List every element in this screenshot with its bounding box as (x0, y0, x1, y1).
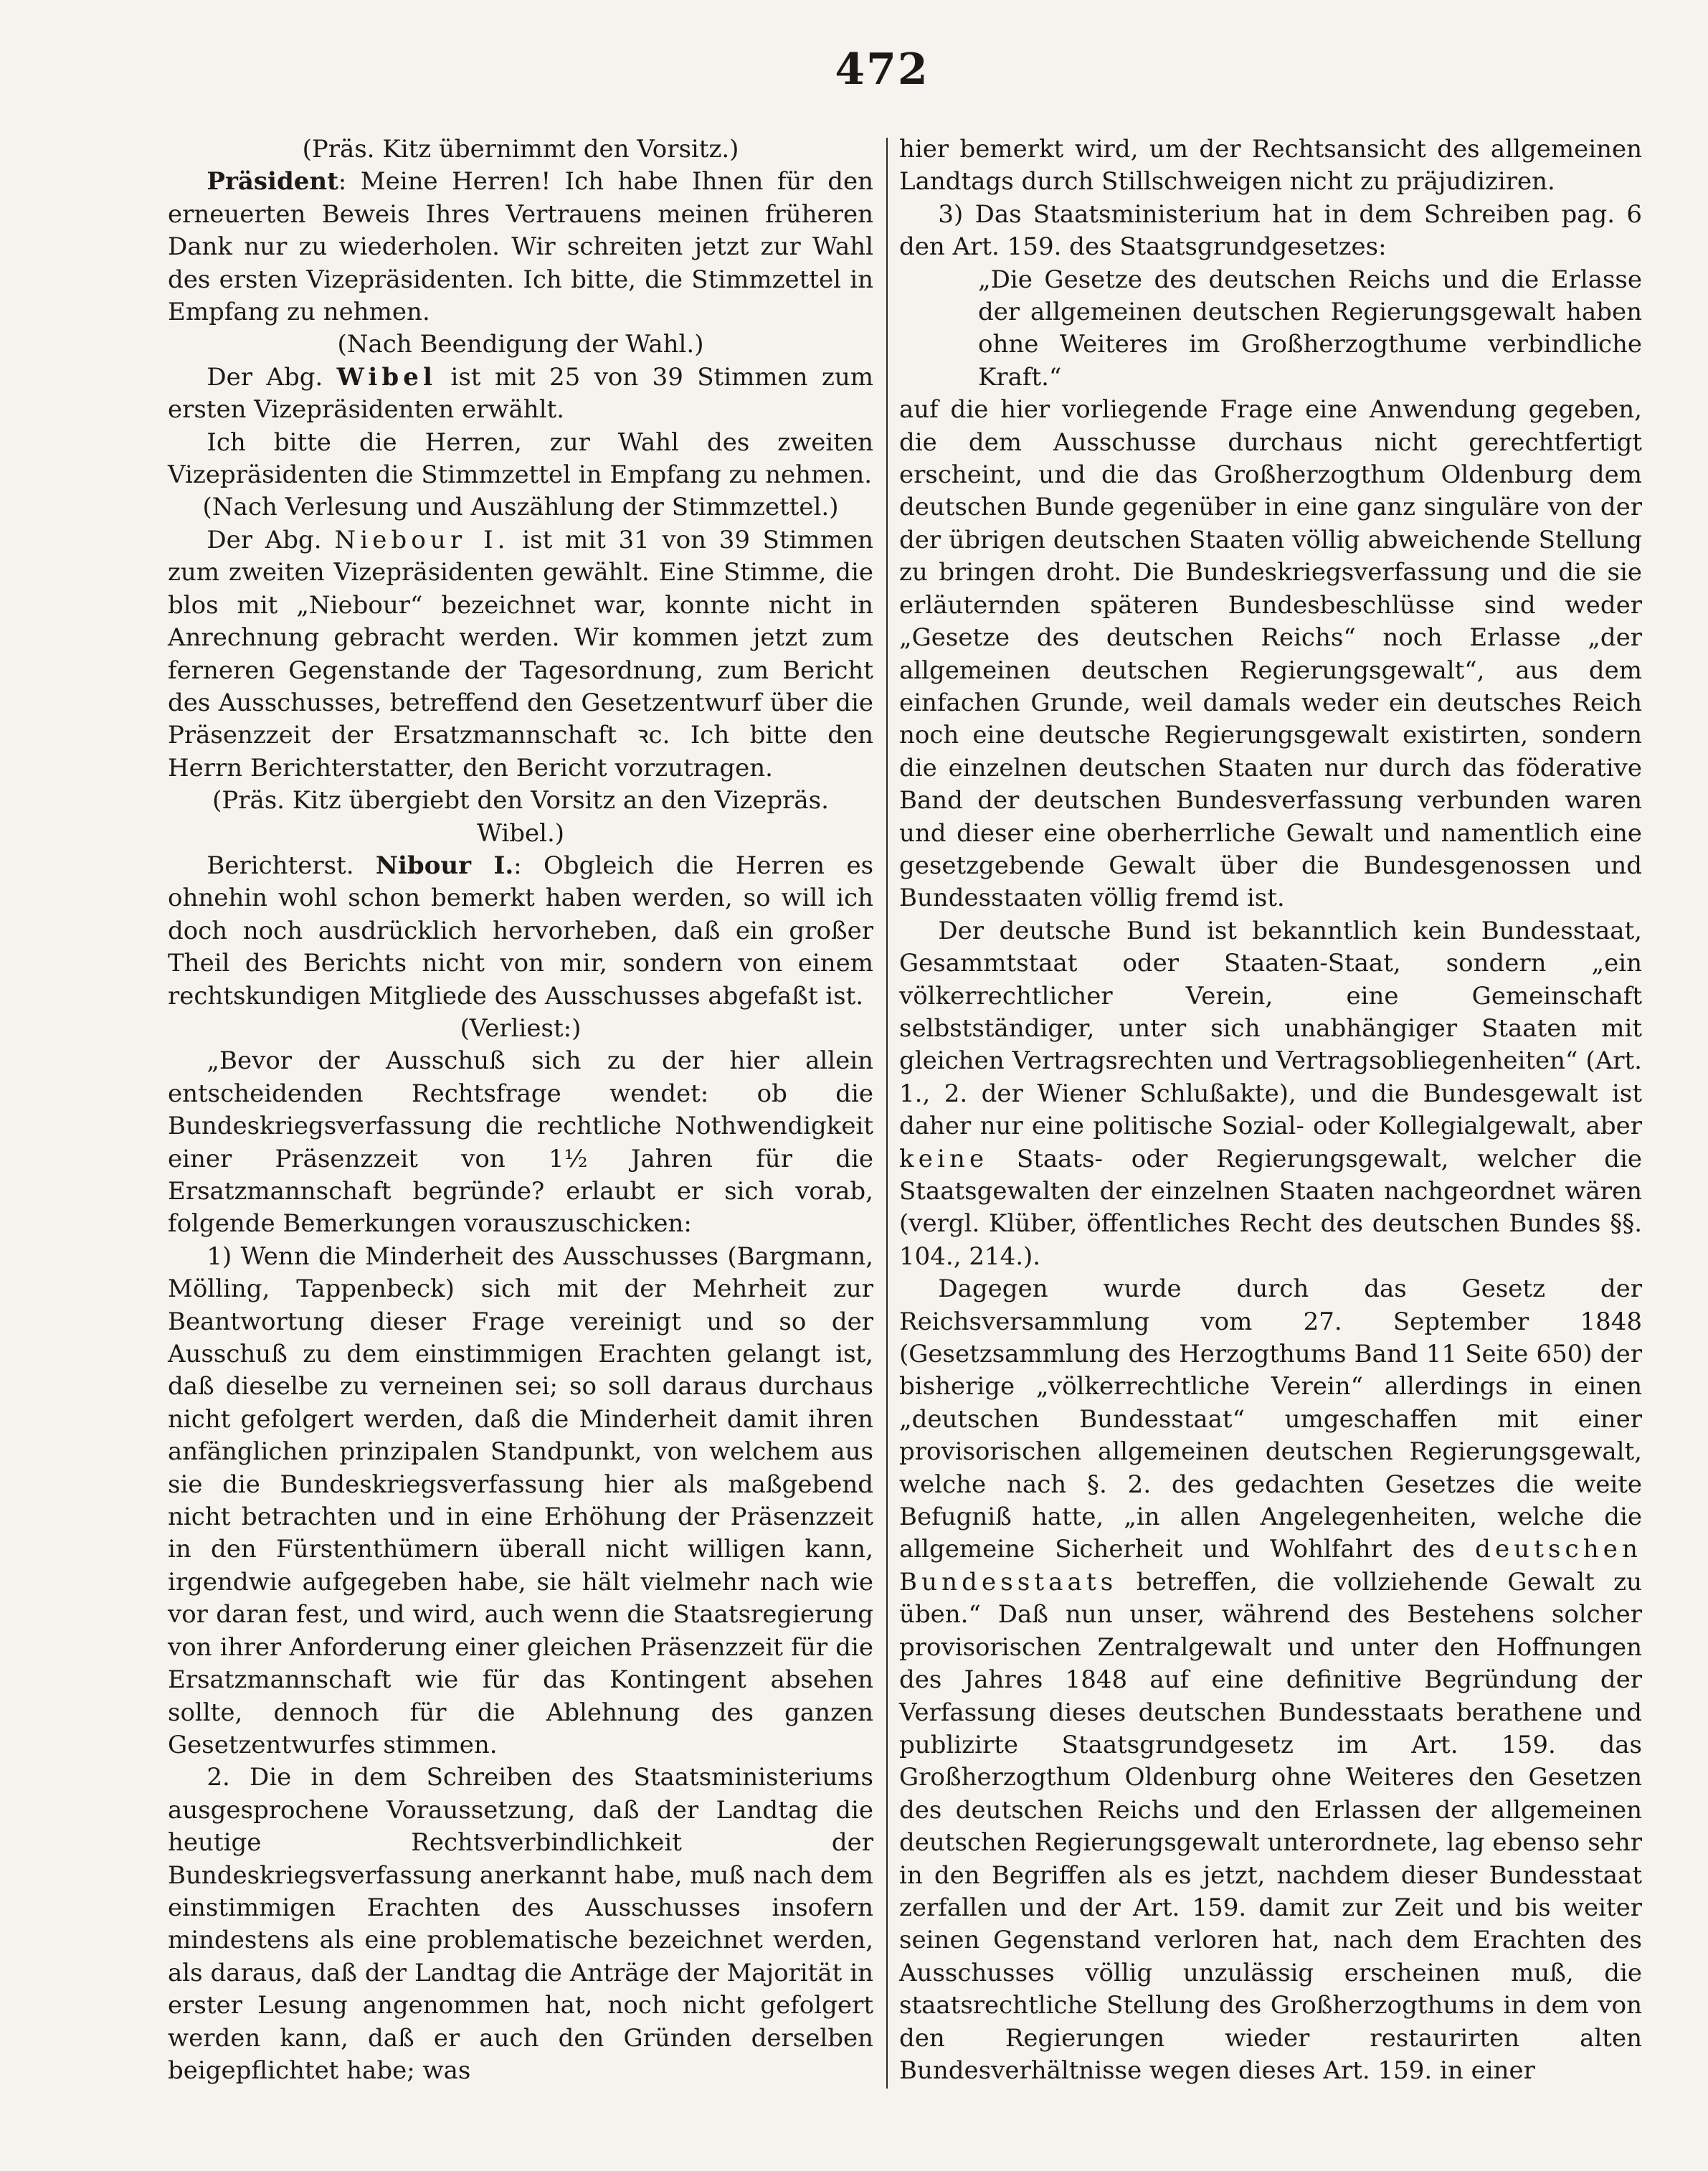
paragraph-text: Staats- oder Regierungsgewalt, welcher die Staatsgewalten der einzelnen Staaten nachgeordnet wären (vergl. Klüber, öffentliches Recht des deutschen Bundes §§. 104., 214.). (899, 1144, 1642, 1271)
stage-direction: (Nach Beendigung der Wahl.) (337, 330, 704, 359)
delegate-name: Niebour I. (334, 525, 510, 554)
page-number: 472 (835, 44, 929, 95)
paragraph: 1) Wenn die Minderheit des Ausschusses (Bargmann, Mölling, Tappenbeck) sich mit der Mehrheit zur Beantwortung dieser Frage vereinigt und so der Ausschuß zu dem einstimmigen Erachten gelangt ist, daß dieselbe zu verneinen sei; so soll daraus durchaus nicht gefolgert werden, daß die Minderheit damit ihren anfänglichen prinzipalen Standpunkt, von welchem aus sie die Bundeskriegsverfassung hier als maßgebend nicht betrachten und in eine Erhöhung der Präsenzzeit in den Fürstenthümern überall nicht willigen kann, irgendwie aufgegeben habe, sie hält vielmehr nach wie vor daran fest, und wird, auch wenn die Staatsregierung von ihrer Anforderung einer gleichen Präsenzzeit für die Ersatzmannschaft wie für das Kontingent absehen sollte, dennoch für die Ablehnung des ganzen Gesetzentwurfes stimmen. (168, 1241, 873, 1759)
paragraph-text: ist mit 31 von 39 Stimmen zum zweiten Vizepräsidenten gewählt. Eine Stimme, die blos mit „Niebour“ bezeichnet war, konnte nicht in Anrechnung gebracht werden. Wir kommen jetzt zum ferneren Gegenstande der Tagesordnung, zum Bericht des Ausschusses, betreffend den Gesetzentwurf über die Präsenzzeit der Ersatzmannschaft ꝛc. Ich bitte den Herrn Berichterstatter, den Bericht vorzutragen. (168, 525, 874, 782)
paragraph-prefix: Der Abg. (207, 362, 337, 392)
emphasis-text: keine (899, 1144, 989, 1173)
left-column (168, 133, 873, 2087)
stage-direction: (Präs. Kitz übernimmt den Vorsitz.) (302, 135, 739, 164)
paragraph: „Bevor der Ausschuß sich zu der hier allein entscheidenden Rechtsfrage wendet: ob die Bundeskriegsverfassung die rechtliche Nothwendigkeit einer Präsenzzeit von 1½ Jahren für die Ersatzmannschaft begründe? erlaubt er sich vorab, folgende Bemerkungen vorauszuschicken: (168, 1046, 873, 1239)
quotation: „Die Gesetze des deutschen Reichs und die Erlasse der allgemeinen deutschen Regierungsgewalt haben ohne Weiteres im Großherzogthume verbindliche Kraft.“ (978, 265, 1642, 392)
stage-direction: (Nach Verlesung und Auszählung der Stimmzettel.) (202, 493, 839, 522)
paragraph-prefix: Der Abg. (207, 525, 335, 554)
paragraph (168, 361, 873, 427)
paragraph-text: ist mit 25 von 39 Stimmen zum ersten Vizepräsidenten erwählt. (168, 362, 873, 425)
paragraph: hier bemerkt wird, um der Rechtsansicht des allgemeinen Landtags durch Stillschweigen nicht zu präjudiziren. (899, 135, 1642, 197)
paragraph: 3) Das Staatsministerium hat in dem Schreiben pag. 6 den Art. 159. des Staatsgrundgesetzes: (899, 199, 1642, 262)
paragraph-prefix: Berichterst. (207, 851, 376, 880)
paragraph: Ich bitte die Herren, zur Wahl des zweiten Vizepräsidenten die Stimmzettel in Empfang zu nehmen. (168, 427, 873, 490)
speaker-name: Nibour I. (375, 851, 514, 880)
right-column (899, 133, 1642, 2087)
emphasis-text: deutschen Bundesstaats (899, 1535, 1642, 1597)
paragraph-text: Der deutsche Bund ist bekanntlich kein Bundesstaat, Gesammtstaat oder Staaten-Staat, sondern „ein völkerrechtlicher Verein, eine Gemeinschaft selbstständiger, unter sich unabhängiger Staaten mit gleichen Vertragsrechten und Vertragsobliegenheiten“ (Art. 1., 2. der Wiener Schlußakte), und die Bundesgewalt ist daher nur eine politische Sozial- oder Kollegialgewalt, aber (899, 916, 1642, 1141)
paragraph-text: : Obgleich die Herren es ohnehin wohl schon bemerkt haben werden, so will ich doch noch ausdrücklich hervorheben, daß ein großer Theil des Berichts nicht von mir, sondern von einem rechtskundigen Mitgliede des Ausschusses abgefaßt ist. (168, 851, 874, 1011)
column-divider (886, 138, 888, 2089)
paragraph (899, 1273, 1642, 2087)
paragraph-text: : Meine Herren! Ich habe Ihnen für den erneuerten Beweis Ihres Vertrauens meinen früheren Dank nur zu wiederholen. Wir schreiten jetzt zur Wahl des ersten Vizepräsidenten. Ich bitte, die Stimmzettel in Empfang zu nehmen. (168, 167, 873, 327)
paragraph-text: Dagegen wurde durch das Gesetz der Reichsversammlung vom 27. September 1848 (Gesetzsammlung des Herzogthums Band 11 Seite 650) der bisherige „völkerrechtliche Verein“ allerdings in einen „deutschen Bundesstaat“ umgeschaffen mit einer provisorischen allgemeinen deutschen Regierungsgewalt, welche nach §. 2. des gedachten Gesetzes die weite Befugniß hatte, „in allen Angelegenheiten, welche die allgemeine Sicherheit und Wohlfahrt des (899, 1274, 1642, 1564)
paragraph (899, 915, 1642, 1273)
stage-direction: (Präs. Kitz übergiebt den Vorsitz an den Vizepräs. Wibel.) (212, 786, 829, 848)
paragraph-text: betreffen, die vollziehende Gewalt zu üben.“ Daß nun unser, während des Bestehens solcher provisorischen Zentralgewalt und unter den Hoffnungen des Jahres 1848 auf eine definitive Begründung der Verfassung dieses deutschen Bundesstaats berathene und publizirte Staatsgrundgesetz im Art. 159. das Großherzogthum Oldenburg ohne Weiteres den Gesetzen des deutschen Reichs und den Erlassen der allgemeinen deutschen Regierungsgewalt unterordnete, lag ebenso sehr in den Begriffen als es jetzt, nachdem dieser Bundesstaat zerfallen und der Art. 159. damit zur Zeit und bis weiter seinen Gegenstand verloren hat, nach dem Erachten des Ausschusses völlig unzulässig erscheinen muß, die staatsrechtliche Stellung des Großherzogthums in dem von den Regierungen wieder restaurirten alten Bundesverhältnisse wegen dieses Art. 159. in einer (899, 1567, 1642, 2085)
paragraph: 2. Die in dem Schreiben des Staatsministeriums ausgesprochene Voraussetzung, daß der Landtag die heutige Rechtsverbindlichkeit der Bundeskriegsverfassung anerkannt habe, muß nach dem einstimmigen Erachten des Ausschusses insofern mindestens als eine problematische bezeichnet werden, als daraus, daß der Landtag die Anträge der Majorität in erster Lesung angenommen hat, noch nicht gefolgert werden kann, daß er auch den Gründen derselben beigepflichtet habe; was (168, 1763, 873, 2085)
paragraph (168, 166, 873, 328)
paragraph (168, 850, 873, 1013)
speaker-name: Präsident (207, 167, 338, 197)
paragraph: auf die hier vorliegende Frage eine Anwendung gegeben, die dem Ausschusse durchaus nicht gerechtfertigt erscheint, und die das Großherzogthum Oldenburg dem deutschen Bunde gegenüber in eine ganz singuläre von der der übrigen deutschen Staaten völlig abweichende Stellung zu bringen droht. Die Bundeskriegsverfassung und die sie erläuternden späteren Bundesbeschlüsse sind weder „Gesetze des deutschen Reichs“ noch Erlasse „der allgemeinen deutschen Regierungsgewalt“, aus dem einfachen Grunde, weil damals weder ein deutsches Reich noch eine deutsche Regierungsgewalt existirten, sondern die einzelnen deutschen Staaten nur durch das föderative Band der deutschen Bundesverfassung verbunden waren und dieser eine oberherrliche Gewalt und namentlich eine gesetzgebende Gewalt über die Bundesgenossen und Bundesstaaten völlig fremd ist. (899, 395, 1642, 913)
stage-direction: (Verliest:) (460, 1013, 582, 1043)
delegate-name: Wibel (336, 362, 437, 392)
paragraph (168, 524, 873, 785)
